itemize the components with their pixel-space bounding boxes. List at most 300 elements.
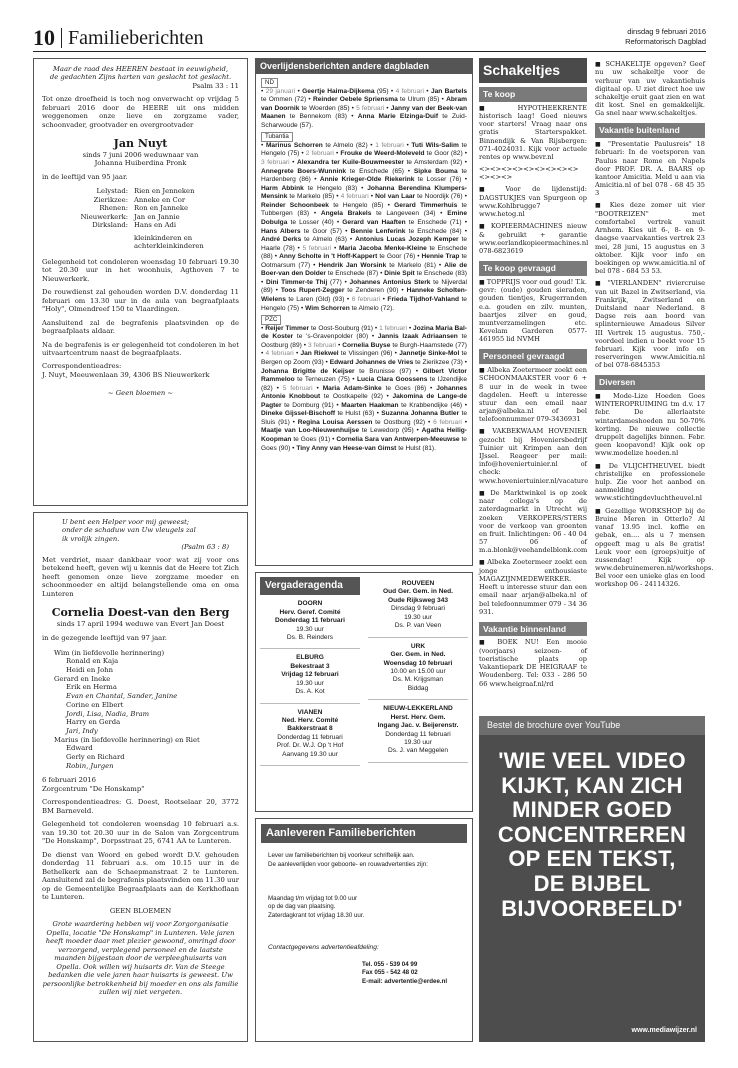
agenda-line: Ds. B. Reinders: [286, 633, 334, 641]
submission-title: Aanleveren Familieberichten: [261, 824, 467, 843]
classified-ad: [479, 487, 587, 557]
classified-category: Vakantie buitenland: [595, 123, 705, 137]
agenda-heading: Herst. Herv. Gem.: [390, 713, 446, 721]
obituary-list: • Marinus Schorren te Almelo (82) • 1 februari • Tuti Wils-Salim te Hengelo (75) • 2 februari • Frouke de Weerd-Moleveld te Goor (82) • 3 februari • Alexandra ter Kuile-Bouwmeester te Amsterdam (92) • Annegrete Boers-Wunnink te Enschede (65) • Sipke Bouma te Hardenberg (86) • Annie Krieger-Olde Riekerink te Losser (76) • Harm Abbink te Hengelo (83) • Johanna Berendina Klumpers-Mensink te Markelo (85) • 4 februari • Nol van Laar te Noordijk (76) • Reinder Schoonbeek te Hengelo (85) • Gerard Timmerhuis te Tubbergen (83) • Angela Brakels te Langeveen (34) • Emine Dobulga te Losser (40) • Gerard van Haaften te Enschede (71) • Hans Albers te Goor (57) • Bennie Lenferink te Enschede (84) • André Derks te Almelo (63) • Antonius Lucas Jozeph Kemper te Haarle (78) • 5 februari • Maria Jacoba Menke-Kleine te Enschede (88) • Anny Scholte in 't Hoff-Kappert te Goor (76) • Hennie Trap te Ootmarsum (77) • Hendrik Jan Worsink te Markelo (81) • Alie de Boer-van den Dolder te Enschede (87) • Dinie Spit te Enschede (83) • Dini Timmer-te Thij (77) • Johannes Antonius Sterk te Nijverdal (89) • Toos Rupert-Zegger te Zenderen (90) • Hanneke Scholten-Wielens te Laren (Gld) (93) • 6 februari • Frieda Tijdhof-Vahland te Hengelo (75) • Wim Schorren te Almelo (72).: [261, 141, 468, 312]
obituary-detail: te Sluis (91): [261, 410, 467, 426]
obituary-detail: te Almelo (63): [301, 236, 347, 244]
obituary-detail: te Enschede (71): [405, 218, 462, 226]
agenda-line: Prof. Dr. W.J. Op 't Hof: [276, 742, 344, 750]
ad-text: Mode-Lize Hoeden Goes WINTEROPRUIMING tm d.v. 17 febr. De allerlaatste wintardameshoeden nu 50-70% korting. De nieuwe collectie druppelt dagelijks binnen. Febr. geen koopavond! Kijk ook op www.modelize hoeden.nl: [595, 391, 705, 458]
family-names: Rien en Jenneken: [134, 187, 195, 196]
ad-text: Kies deze zomer uit vier "BOOTREIZEN" met comfortabel vertrek vanuit Arnhem. Kies uit 6-, 8- en 9-daagse vaarvakanties vertrek 23 mei, 28 juni, 15 augustus en 3 oktober. Kijk voor info en boekingen op www.amicitia.nl of bel 078 - 684 53 53.: [595, 201, 705, 276]
obituary-name: Agatha Heilig-Koopman: [261, 427, 467, 444]
age-line: in de gezegende leeftijd van 97 jaar.: [42, 634, 167, 643]
classified-ad: [479, 276, 587, 346]
submission-p2: De aanleverlijden voor geboorte- en rouwadvertenties zijn:: [268, 860, 428, 868]
obituary-detail: te Oostburg (89): [261, 333, 467, 349]
obituary-name: Johannes Antonius Sterk: [349, 278, 431, 286]
obituary-detail: te Nijverdal (89): [261, 278, 467, 295]
classified-ad: [595, 277, 705, 371]
classified-ad: [595, 505, 714, 591]
headline-line: 'WIE VEEL VIDEO: [498, 747, 686, 773]
quote-line: de gedachten Zijns harten van geslacht tot geslacht.: [49, 73, 232, 82]
classifieds-col2-body: [595, 58, 714, 690]
bullet-icon: ■: [595, 392, 613, 400]
agenda-heading: Vrijdag 12 februari: [281, 671, 339, 679]
intro-text: Met verdriet, maar dankbaar voor wat zij voor ons betekend heeft, geven wij u kennis dat de Heere tot Zich heeft genomen onze lieve zorgzame moeder en schoonmoeder en altijd belangstellende oma en oma Lunteren: [42, 555, 239, 598]
obituary-detail: te Haarle (78): [261, 236, 468, 252]
contact-label: Contactgegevens advertentieafdeling:: [268, 944, 379, 952]
agenda-item: [260, 649, 360, 703]
obituary-name: Anny Scholte in 't Hoff-Kappert: [279, 253, 378, 261]
agenda-line: 19.30 uur: [404, 739, 432, 746]
classifieds-col-1: [479, 58, 587, 690]
obituary-date: 5 februari: [282, 384, 313, 392]
family-list: [54, 649, 239, 771]
doest-quote: [62, 518, 239, 543]
agenda-line: Ds. P. van Veen: [394, 622, 442, 630]
correspondence-address: J. Nuyt, Meeuwenlaan 39, 4306 BS Nieuwerkerk: [42, 370, 210, 379]
agenda-heading: Bakkerstraat 8: [287, 725, 333, 733]
obituary-name: Hanneke Scholten-Wielens: [261, 287, 467, 304]
obituary-detail: te Enschede (83): [414, 270, 467, 278]
obituary-detail: te Markelo (81): [386, 261, 436, 269]
headline-line: CONCENTREREN: [497, 821, 687, 847]
obituary-name: Reijer Timmer: [265, 324, 310, 332]
agenda-heading: Bekestraat 3: [290, 662, 330, 670]
agenda-line: Donderdag 11 februari: [385, 730, 451, 738]
headline-line: BIJVOORBEELD': [501, 895, 683, 921]
family-member: Evan en Chantal, Sander, Janine: [66, 692, 178, 701]
agenda-line: Donderdag 11 februari: [277, 733, 343, 741]
obituary-detail: te Hulst (81).: [396, 444, 436, 452]
ad-text: Voor de lijdenstijd: DAGSTUKJES van Spurgeon op www.Kohlbrugge7 www.hetog.nl: [479, 185, 587, 219]
obituary-name: Tuti Wils-Salim: [411, 141, 459, 149]
nuyt-quote: [42, 65, 239, 82]
obituary-name: Emine Dobulga: [261, 210, 468, 226]
obituary-detail: te Vlissingen (96): [338, 350, 393, 358]
obituary-list: • 29 januari • Geertje Haima-Dijkema (95) • 4 februari • Jan Bartels te Ommen (72) • Reinder Oebele Spriensma te Ulrum (85) • Abram van Doornik te Woerden (85) • 5 februari • Janny van der Beek-van Maanen te Bennekom (83) • Anna Marie Elzinga-Duif te Zuid-Scharwoude (57).: [261, 87, 468, 129]
obituary-detail: te Goor (82): [424, 150, 463, 158]
family-place: Nieuwerkerk:: [80, 212, 128, 221]
obituary-date: 4 februari: [395, 87, 424, 95]
quote-line: U bent een Helper voor mij geweest;: [62, 518, 190, 526]
obituary-detail: te Bergen op Zoom (93): [261, 350, 467, 366]
obituary-detail: te Terneuzen (75): [294, 376, 350, 384]
obituary-name: Antonius Lucas Jozeph Kemper: [355, 236, 459, 244]
obituary-name: Gerard van Haaften: [342, 218, 406, 226]
classifieds: [479, 58, 714, 698]
family-member: Corine en Elbert: [66, 700, 124, 709]
agenda-heading: Woensdag 10 februari: [383, 659, 453, 667]
obituary-detail: te Losser (76): [414, 176, 462, 184]
paper-label-text: Tubantia: [261, 132, 293, 142]
obituary-name: Jan Riekwel: [300, 350, 339, 358]
obituary-name: Abram van Doornik: [261, 96, 467, 112]
headline-line: DE BIJBEL: [533, 871, 651, 897]
obituary-date: 1 februari: [375, 141, 404, 149]
classified-ad: [479, 220, 587, 257]
bullet-icon: ■: [595, 280, 608, 288]
family-member: Jordi, Lisa, Nadia, Bram: [66, 709, 150, 718]
ad-text: Gezellige WORKSHOP bij de Bruine Meren in Otterlo? Al vanaf 13.95 incl. koffie en gebak, en.... als u 7 mensen opgeeft mag u als 8e gratis! Leuk voor een (groeps)uitje of zussendag! Kijk op www.debruinemeren.nl/workshops. Bel voor een unieke glas en lood workshop 06 - 24114326.: [595, 506, 714, 589]
bullet-icon: ■: [479, 559, 488, 567]
obituary-detail: te Almelo (82): [322, 141, 368, 149]
family-names: Ron en Janneke: [134, 204, 189, 213]
obituary-name: Anna Marie Elzinga-Duif: [357, 113, 439, 121]
death-notice-nuyt: [33, 58, 248, 506]
obituary-detail: te Hulst (63): [335, 410, 375, 418]
obituary-name: Hans Albers: [261, 227, 301, 235]
obituary-detail: te Bennekom (83): [285, 113, 347, 121]
obituary-date: 1 februari: [379, 324, 407, 332]
obituary-name: Reinder Schoonbeek: [261, 201, 329, 209]
agenda-heading: ELBURG: [296, 654, 324, 662]
widow-line: sinds 7 juni 2006 weduwnaar van: [82, 150, 199, 159]
contact-email: E-mail: advertentie@erdee.nl: [362, 977, 448, 985]
obituary-detail: te Hardenberg (86): [261, 167, 467, 184]
agenda-right-items: [364, 573, 472, 811]
agenda-heading: Ingang Jac. v. Beijerenstr.: [377, 722, 459, 730]
obituary-date: 3 februari: [261, 159, 290, 167]
obituary-name: Alie de Boer-van den Dolder: [261, 261, 467, 278]
meeting-agenda: [255, 572, 473, 812]
obituary-name: Harm Abbink: [261, 184, 304, 192]
obituary-detail: te Lewedorp (95): [359, 427, 414, 435]
ad-text: "Presentatie Paulusreis" 18 februari: In de voetsporen van Paulus naar Rome en Napels door PROF. DR. A. BAARS op kantoor Amicitia. Meld u aan via Amicitia.nl of bel 078 - 68 45 35 3: [595, 139, 705, 198]
obituary-name: Maatje van Loo-Nieuwenhuijse: [261, 427, 359, 435]
agenda-title: Vergaderagenda: [260, 577, 360, 595]
obituary-detail: te Tubbergen (83): [261, 201, 467, 218]
deadline-3: Zaterdagkrant tot vrijdag 18.30 uur.: [268, 911, 365, 919]
correspondence-label: Correspondentieadres:: [42, 362, 122, 371]
family-place: Zierikzee:: [93, 195, 128, 204]
obituary-detail: te Burgh-Haamstede (77): [390, 341, 468, 349]
agenda-line: Ds. A. Kot: [295, 688, 325, 696]
obituary-name: Geertje Haima-Dijkema: [302, 87, 375, 95]
obituary-name: Hendrik Jan Worsink: [318, 261, 387, 269]
obituary-name: Dineke Gijssel-Bischoff: [261, 410, 336, 418]
headline-line: KIJKT, KAN ZICH: [501, 772, 683, 798]
obituary-name: Maria Jacoba Menke-Kleine: [338, 244, 427, 252]
family-member: Harry en Gerda: [66, 718, 121, 727]
obituary-detail: te Goes (86): [381, 384, 427, 392]
agenda-line: 19.30 uur: [296, 625, 324, 633]
family-member: Heidi en John: [66, 666, 113, 675]
obituary-detail: te Zierikzee (73): [413, 358, 463, 366]
youtube-brochure-ad[interactable]: [479, 716, 705, 1042]
deceased-name: Cornelia Doest-van den Berg: [51, 606, 230, 620]
agenda-item: [368, 638, 468, 701]
obituary-detail: te Goes (91): [291, 436, 331, 444]
bullet-icon: ■: [479, 639, 498, 647]
service-info: De rouwdienst zal gehouden worden D.V. donderdag 11 februari om 13.30 uur in de aula van begraafplaats "Holy", Olmendreef 150 te Vlaardingen.: [42, 288, 239, 314]
ad-text: Albeka Zoetermeer zoekt een jonge enthousiaste MAGAZIJNMEDEWERKER. Heeft u interesse stuur dan een email naar arjan@albeka.nl of bel telefoonnummer 079 - 34 36 931.: [479, 558, 587, 616]
after-burial-info: Na de begrafenis is er gelegenheid tot condoleren in het uitvaartcentrum naast de begraafplaats.: [42, 340, 239, 357]
obituary-detail: te Woerden (85): [299, 104, 350, 112]
obituary-name: Tiny Anny van Heese-van Gimst: [296, 444, 397, 452]
agenda-line: 19.30 uur: [296, 679, 324, 687]
obituary-detail: te Ulrum (85): [397, 96, 440, 104]
grandchildren-line: achterkleinkinderen: [134, 242, 204, 251]
agenda-heading: Herv. Geref. Comité: [279, 608, 341, 616]
obituary-detail: te Enschede (88): [261, 244, 467, 261]
family-place: Rhenen:: [99, 204, 128, 213]
bullet-icon: ■: [479, 186, 506, 194]
condolence-info: Gelegenheid tot condoleren woensdag 10 februari 19.30 tot 20.30 uur in het woonhuis, Agthoven 7 te Nieuwerkerk.: [42, 257, 239, 283]
bullet-icon: ■: [595, 140, 609, 148]
ad-text: Albeka Zoetermeer zoekt een SCHOONMAAKSTER voor 6 + 8 uur in de week in twee dagdelen. Heeft u interesse stuur dan een email naar arjan@albeka.nl of bel telefoonnummer 079-3436931: [479, 365, 587, 424]
header-date: [625, 27, 706, 47]
section-title: Familieberichten: [68, 27, 204, 49]
obituary-detail: te Losser (40): [287, 218, 334, 226]
obituary-name: Frouke de Weerd-Moleveld: [340, 150, 425, 158]
obituary-name: Jan Bartels: [430, 87, 467, 95]
obituaries-body: [256, 74, 472, 455]
obituary-name: Toos Rupert-Zegger: [280, 287, 345, 295]
paper-label: [261, 78, 467, 88]
agenda-heading: Oud Ger. Gem. in Ned.: [383, 588, 453, 596]
obituary-detail: te Krabbendijke (46): [398, 401, 463, 409]
obituary-detail: te Oostkapelle (92): [320, 393, 383, 401]
obituary-detail: te Noordijk (76): [415, 193, 463, 201]
obituary-detail: te Enschede (87): [325, 270, 379, 278]
obituary-date: 2 februari: [305, 150, 334, 158]
agenda-line: Ds. M. Krijgsman: [392, 676, 444, 684]
header-divider: [61, 28, 62, 48]
obituary-detail: te Goor (76): [377, 253, 416, 261]
classified-ad: [595, 58, 705, 119]
obituary-detail: te Hengelo (83): [303, 184, 358, 192]
obituary-detail: te 's-Gravenpolder (80): [293, 333, 369, 341]
classified-category: Vakantie binnenland: [479, 622, 587, 636]
classifieds-title: Schakeltjes: [479, 58, 587, 83]
family-list: [42, 187, 239, 229]
bullet-icon: ■: [479, 223, 491, 231]
age-line: in de leeftijd van 95 jaar.: [42, 172, 128, 181]
obituary-date: 4 februari: [340, 193, 369, 201]
family-place: Dirksland:: [92, 221, 128, 230]
classified-ad: [479, 636, 587, 689]
no-flowers: GEEN BLOEMEN: [109, 906, 172, 915]
agenda-left-col: [256, 573, 364, 811]
obituary-detail: te Goes (90): [261, 436, 467, 452]
obituary-detail: te Markelo (85): [287, 193, 335, 201]
date: dinsdag 9 februari 2016: [627, 27, 706, 36]
obituary-name: Gilbert Victor Rammeloo: [261, 367, 467, 384]
ad-text: VAKBEKWAAM HOVENIER gezocht bij Hoveniersbedrijf Tuinier uit Krimpen aan den IJssel. Reageer per mail: info@hoveniertuinier.nl of check: www.hoveniertuinier.nl/vacature: [479, 427, 589, 485]
agenda-line: Dinsdag 9 februari: [391, 605, 445, 613]
obituary-date: 4 februari: [265, 350, 294, 358]
page-number: 10: [33, 25, 55, 50]
obituary-name: Annegrete Boers-Wunnink: [261, 167, 347, 175]
submission-info: [255, 818, 473, 1042]
ad-url[interactable]: www.mediawijzer.nl: [631, 1027, 697, 1035]
death-place: Zorgcentrum "De Honskamp": [42, 784, 145, 793]
obituary-detail: te Oostburg (92): [372, 418, 426, 426]
obituary-detail: (77): [327, 278, 342, 286]
obituary-name: Annie Krieger-Olde Riekerink: [319, 176, 415, 184]
agenda-heading: ROUVEEN: [401, 580, 435, 587]
ad-text: <><><><><><><><><><><><>: [479, 165, 579, 182]
obituary-name: Jakomina de Lange-de Pagter: [261, 393, 467, 409]
agenda-item: [368, 575, 468, 638]
classified-ad: [479, 556, 587, 617]
obituary-name: Cornelia Sara van Antwerpen-Meeuwse: [336, 436, 460, 444]
obituary-detail: te Domburg (91): [281, 401, 334, 409]
classified-ad: [479, 163, 587, 183]
ad-text: De Marktwinkel is op zoek naar collega's op de zaterdagmarkt in Utrecht wij zoeken VERKOPERS/STERS voor de verkoop van groenten en fruit. Inlichtingen: 06 - 40 04 57 06 of m.a.blonk@veehandelblonk.com: [479, 488, 588, 555]
headline-line: OP EEN TEKST,: [508, 846, 676, 872]
family-member: Ronald en Kaja: [66, 657, 119, 666]
submission-body: [256, 848, 472, 990]
obituary-name: Janny van der Beek-van Maanen: [261, 104, 468, 121]
condolence-info: Gelegenheid tot condoleren woensdag 10 februari a.s. van 19.30 tot 20.30 uur in de Salon van Zorgcentrum "De Honskamp", Dorpsstraat 25, 6741 AA te Lunteren.: [42, 820, 239, 846]
agenda-line: 10.00 en 15.00 uur: [390, 667, 446, 675]
bullet-icon: ■: [479, 489, 491, 497]
classified-category: Personeel gevraagd: [479, 349, 587, 363]
obituary-detail: te Langeveen (34): [371, 210, 436, 218]
ad-bar: Bestel de brochure over YouTube: [479, 716, 705, 735]
obituary-name: Sipke Bouma: [413, 167, 458, 175]
obituary-name: Gerard Timmerhuis: [394, 201, 458, 209]
bullet-icon: ■: [595, 462, 609, 470]
classified-ad: [595, 460, 705, 505]
obituary-detail: te Hengelo (75): [261, 141, 467, 158]
obituary-name: Nol van Laar: [375, 193, 416, 201]
grandchildren: [134, 234, 239, 251]
obituary-name: Maarten Haakman: [341, 401, 399, 409]
ad-text: TOPPRIJS voor oud goud! T.k. gevr: (oude) gouden sieraden, gouden tientjes, Krugerranden e.a. gouden en zilv. munten, baartjes zilver en goud, muntverzamelingen etc. Kevelam Garderen 0577-461955 lid NVMH: [479, 277, 588, 344]
obituary-name: Jannis Izaak Adriaansen: [377, 333, 458, 341]
obituary-name: Johanna Brigitte de Keijser: [261, 367, 355, 375]
obituary-date: 6 februari: [351, 296, 381, 304]
ad-text: KOPIEERMACHINES nieuw & gebruikt + garantie www.eerlandkopieermachines.nl 078-6823619: [479, 222, 589, 256]
service-info: De dienst van Woord en gebed wordt D.V. gehouden donderdag 11 februari a.s. om 10.15 uur in de Bethelkerk aan de Schaepmanstraat 2 te Lunteren. Aansluitend zal de begrafenis plaatsvinden om 11.30 uur op de Gemeentelijke Begraafplaats aan de Kerkhoflaan te Lunteren.: [42, 850, 239, 902]
obituary-name: Bennie Lenferink: [350, 227, 406, 235]
obituary-name: Marinus Schorren: [265, 141, 323, 149]
thanks-text: Grote waardering hebben wij voor Zorgorganisatie Opella, locatie "De Honskamp" in Lunteren. Vele jaren heeft moeder daar met plezier gewoond, omringd door verzorgend, verplegend personeel en de laatste maanden bijgestaan door de verpleeghuisarts van Opella. Ook willen wij huisarts dr. Van de Steege bedanken die vele jaren haar huisarts is geweest. Uw persoonlijke betrokkenheid bij moeder en ons als familie zullen wij niet vergeten.: [42, 920, 239, 997]
obituary-date: 29 januari: [265, 87, 296, 95]
bullet-icon: ■: [595, 202, 610, 210]
grandchildren-line: kleinkinderen en: [134, 233, 193, 242]
obituary-detail: (95): [374, 87, 389, 95]
paper-label-text: ND: [261, 78, 278, 88]
agenda-heading: VIANEN: [297, 708, 323, 716]
classified-ad: [479, 102, 587, 163]
family-member: Erik en Herma: [66, 683, 117, 692]
classified-category: Te koop gevraagd: [479, 261, 587, 275]
obituary-name: Johannes Antonie Knobbout: [261, 384, 468, 401]
obituary-name: Wim Schorren: [305, 304, 350, 312]
obituary-name: Frieda Tijdhof-Vahland: [387, 296, 460, 304]
obituary-detail: te Laren (Gld) (93): [285, 296, 345, 304]
submission-p1: Lever uw familieberichten bij voorkeur schriftelijk aan.: [268, 852, 415, 860]
obituary-name: Lucia Clara Goossens: [356, 376, 428, 384]
obituary-detail: te Hengelo (85): [328, 201, 384, 209]
classified-category: Diversen: [595, 375, 705, 389]
paper-label-text: PZC: [261, 315, 281, 325]
obituary-detail: te Almelo (72).: [349, 304, 395, 312]
quote-line: Maar de raad des HEEREN bestaat in eeuwigheid,: [52, 65, 229, 73]
family-member: Wim (in liefdevolle herinnering): [54, 648, 165, 657]
agenda-heading: DOORN: [297, 600, 323, 608]
obituary-name: Regina Louisa Aerssen: [297, 418, 373, 426]
obituary-name: Hennie Trap: [421, 253, 460, 261]
obituaries-other-papers: [255, 58, 473, 566]
contact-phone: Tel. 055 - 539 04 99: [362, 961, 418, 969]
quote-ref: Psalm 33 : 11: [192, 81, 239, 90]
family-place: Lelystad:: [96, 187, 128, 196]
agenda-line: Biddag: [407, 684, 429, 692]
obituary-name: Dini Timmer-te Thij: [266, 278, 328, 286]
ad-text: BOEK NU! Een mooie (voorjaars) seizoen- of toeristische plaats op Vakantiepark DE HEIGRAAF te Woudenberg. Tel: 033 - 286 50 66 www.heigraaf.nl/rd: [479, 638, 587, 688]
classified-ad: [595, 138, 705, 199]
paper-name: Reformatorisch Dagblad: [625, 36, 706, 46]
classified-ad: [595, 199, 705, 277]
agenda-heading: NIEUW-LEKKERLAND: [383, 705, 453, 713]
obituary-name: Edward Johannes de Vries: [329, 358, 414, 366]
family-member: Gerly en Richard: [66, 752, 125, 761]
death-date: 6 februari 2016: [42, 776, 96, 785]
obituary-name: Cornelia Buyse: [342, 341, 391, 349]
obituary-name: Suzanna Johanna Butler: [381, 410, 460, 418]
obituary-detail: te Ommen (72): [261, 96, 307, 104]
classified-ad: [595, 390, 705, 460]
obituary-detail: te Enschede (84): [405, 227, 462, 235]
obituary-detail: te Goor (57): [300, 227, 342, 235]
no-flowers: ~ Geen bloemen ~: [107, 389, 174, 398]
ad-text: HYPOTHEEKRENTE historisch laag! Goed nieuws voor starters! Vraag naar ons gratis Starterspakket. Binnendijk & Van Rijsbergen: 071-4024031. Kijk voor actuele rentes op www.bevr.nl: [479, 103, 587, 161]
family-names: Anneke en Cor: [134, 195, 186, 204]
agenda-line: Aanvang 19.30 uur: [282, 750, 338, 758]
quote-line: onder de schaduw van Uw vleugels zal: [62, 526, 196, 535]
classified-ad: [479, 183, 587, 220]
bullet-icon: ■: [595, 61, 606, 68]
agenda-left-items: [260, 595, 360, 766]
obituary-detail: te Zenderen (90): [344, 287, 399, 295]
obituary-detail: te Oost-Souburg (91): [309, 324, 373, 332]
paper-label: [261, 315, 467, 325]
obituary-detail: te Ootmarsum (77): [261, 253, 467, 269]
obituary-date: 6 februari: [433, 418, 462, 426]
agenda-item: [260, 704, 360, 767]
deceased-name: Jan Nuyt: [113, 137, 168, 151]
family-member: Jari, Indy: [66, 726, 98, 735]
ad-text: SCHAKELTJE opgeven? Geef nu uw schakeltje voor de verhuur van uw vakantiehuis digitaal op. U ziet direct hoe uw schakeltje eruit gaat zien en wat dit kost. Snel en gemakkelijk. Ga snel naar www.schakeltjes.: [595, 60, 706, 118]
agenda-item: [260, 595, 360, 649]
paper-label: [261, 132, 467, 142]
family-member: Edward: [66, 744, 93, 753]
family-member: Gerard en Ineke: [54, 674, 111, 683]
family-member: Robin, Jurgen: [66, 761, 114, 770]
bullet-icon: ■: [595, 507, 606, 515]
obituary-name: Jozina Maria Bal-de Koster: [261, 324, 467, 341]
bullet-icon: ■: [479, 366, 488, 374]
headline-line: MINDER GOED: [512, 797, 672, 823]
quote-line: ik vrolijk zingen.: [62, 534, 120, 543]
header-rule: [33, 51, 706, 52]
obituary-detail: te Enschede (65): [346, 167, 404, 175]
spouse-name: Johanna Huiberdina Pronk: [94, 159, 187, 168]
obituary-name: Johanna Berendina Klumpers-Mensink: [261, 184, 467, 201]
obituary-detail: te Amsterdam (92): [403, 159, 463, 167]
family-member: Marius (in liefdevolle herinnering) en Riet: [54, 735, 200, 744]
bullet-icon: ■: [479, 104, 518, 112]
agenda-heading: Donderdag 11 februari: [275, 617, 345, 625]
family-names: Jan en Jannie: [134, 212, 180, 221]
obituary-name: Dinie Spit: [384, 270, 415, 278]
